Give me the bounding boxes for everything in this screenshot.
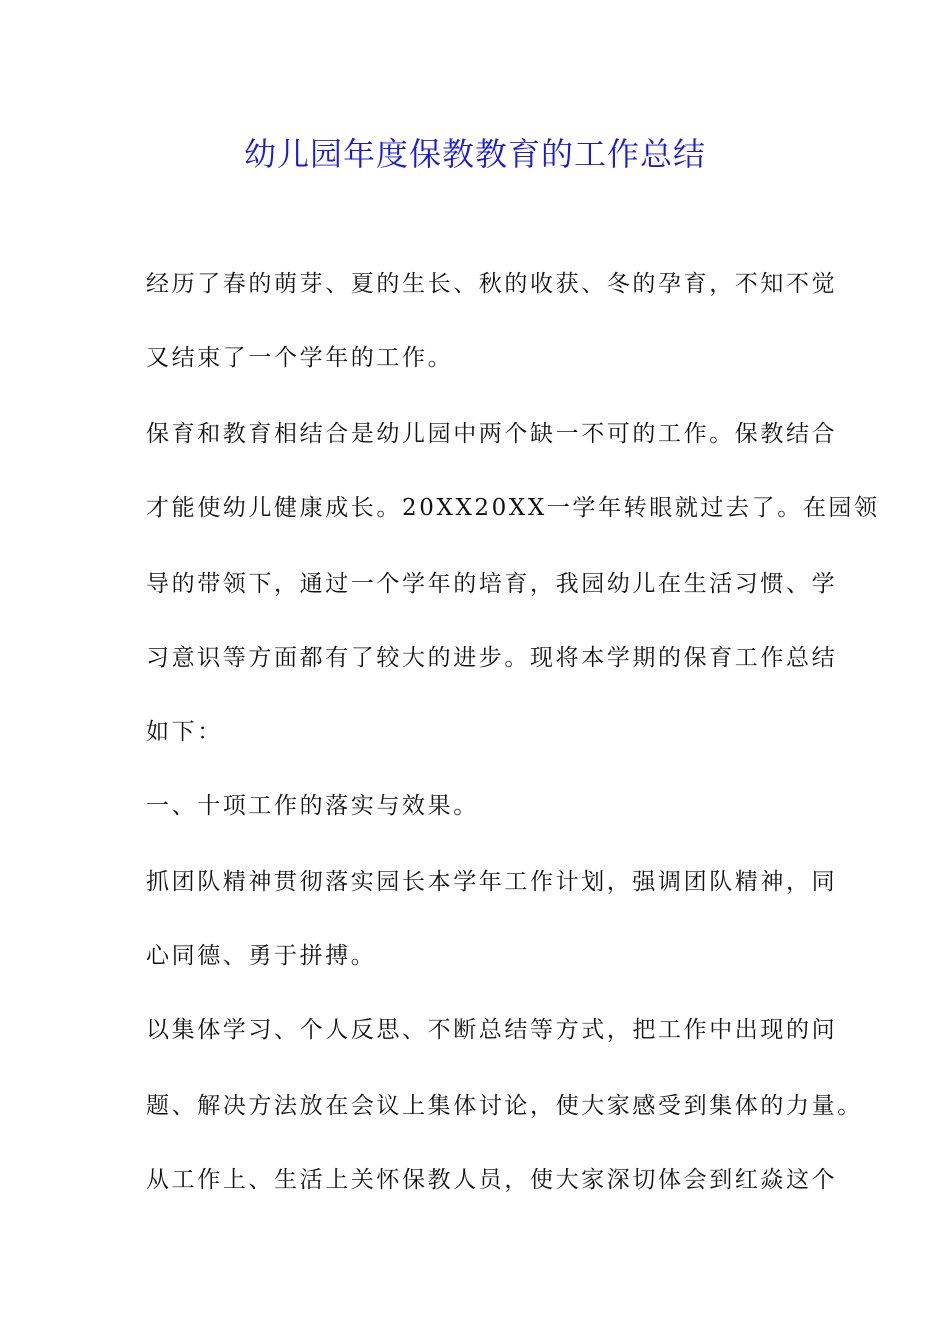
- body-line-2: 又结束了一个学年的工作。: [146, 345, 454, 371]
- body-line-7: 如下：: [146, 719, 223, 745]
- body-line-12: 题、解决方法放在会议上集体讨论，使大家感受到集体的力量。: [146, 1093, 863, 1119]
- body-line-6: 习意识等方面都有了较大的进步。现将本学期的保育工作总结: [146, 645, 838, 671]
- document-title: 幼儿园年度保教教育的工作总结: [243, 135, 706, 173]
- body-line-3: 保育和教育相结合是幼儿园中两个缺一不可的工作。保教结合: [146, 421, 838, 447]
- body-line-11: 以集体学习、个人反思、不断总结等方式，把工作中出现的问: [146, 1017, 838, 1043]
- body-line-9: 抓团队精神贯彻落实园长本学年工作计划，强调团队精神，同: [146, 869, 838, 895]
- body-line-10: 心同德、勇于拼搏。: [146, 943, 377, 969]
- body-line-13: 从工作上、生活上关怀保教人员，使大家深切体会到红焱这个: [146, 1167, 838, 1193]
- section-heading: 一、十项工作的落实与效果。: [146, 793, 479, 819]
- body-line-1: 经历了春的萌芽、夏的生长、秋的收获、冬的孕育，不知不觉: [146, 271, 838, 297]
- body-line-4: 才能使幼儿健康成长。20XX20XX一学年转眼就过去了。在园领: [146, 495, 880, 521]
- body-line-5: 导的带领下，通过一个学年的培育，我园幼儿在生活习惯、学: [146, 571, 838, 597]
